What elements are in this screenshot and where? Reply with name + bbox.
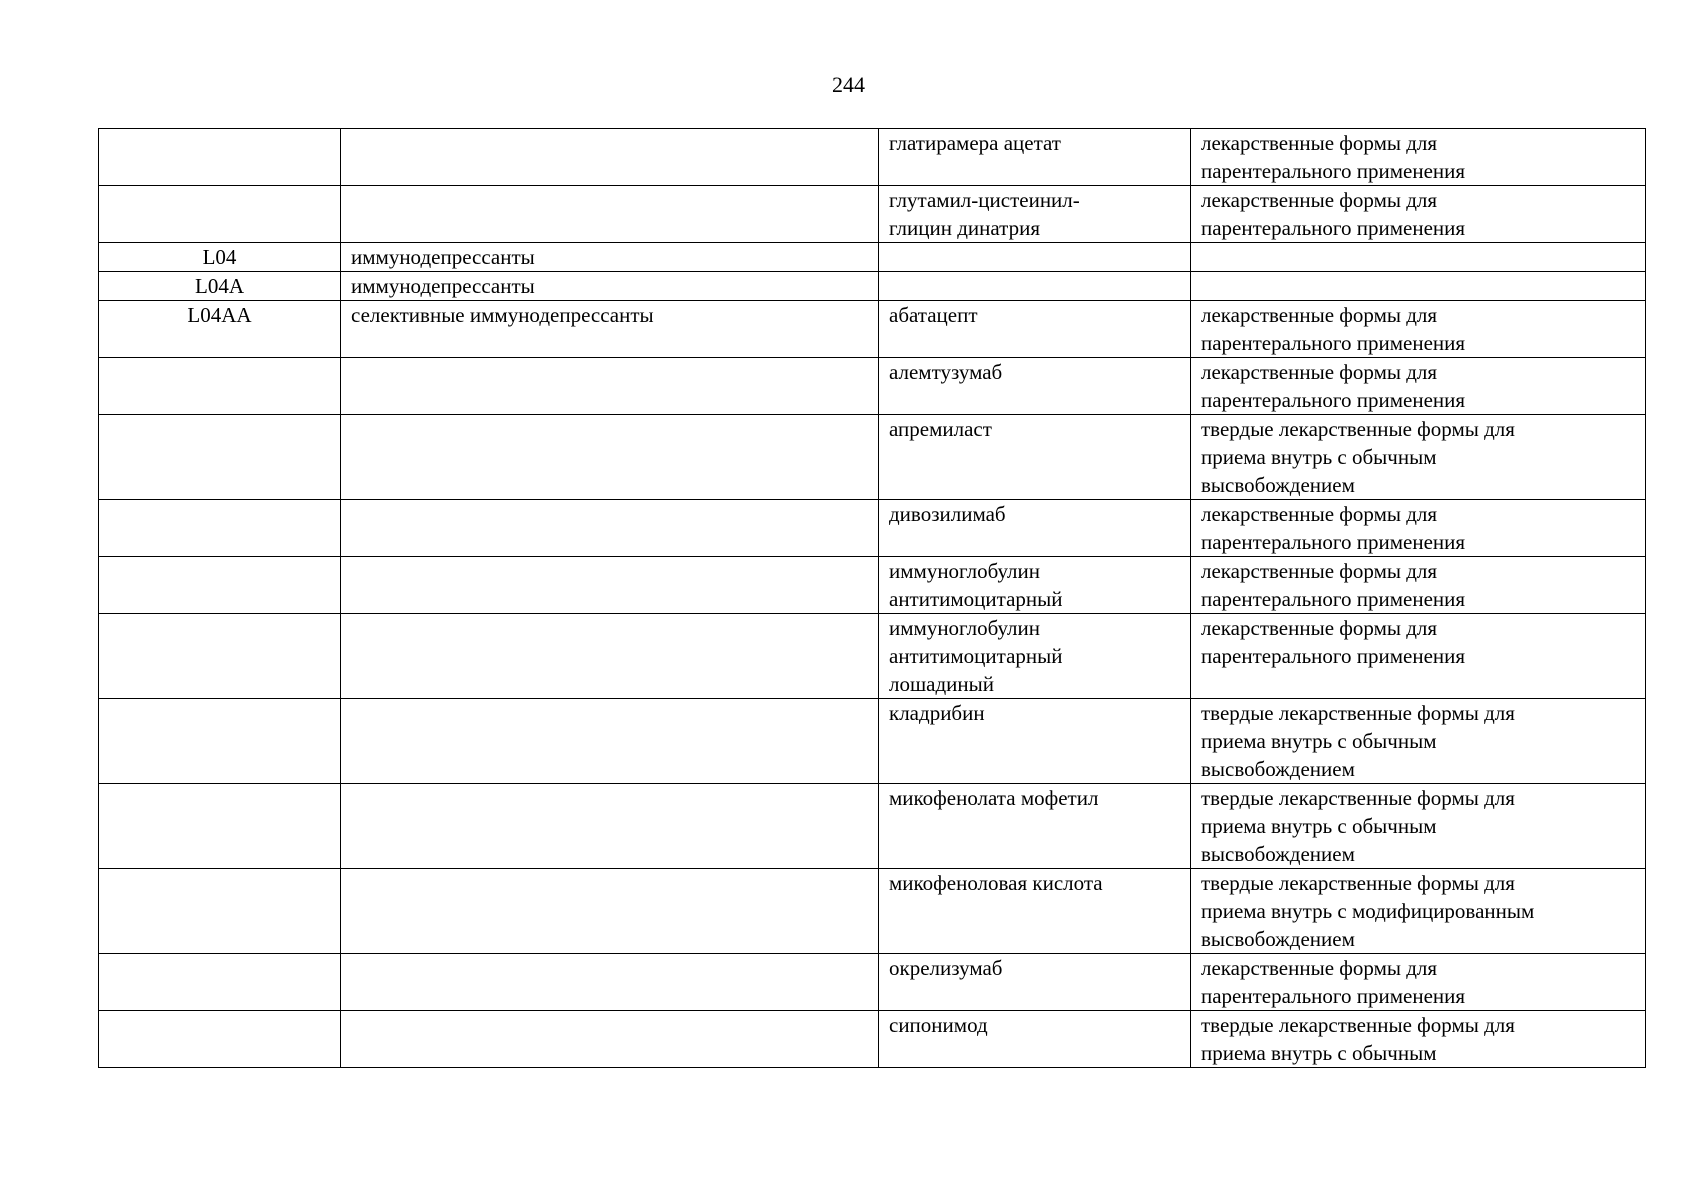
group-cell [341,784,879,869]
atc-code-cell [99,869,341,954]
group-cell [341,272,879,301]
atc-code-cell [99,954,341,1011]
group-name: селективные иммунодепрессанты [351,303,654,327]
table-row [99,1011,1646,1068]
drug-name: микофенолата мофетил [889,786,1099,810]
drug-name: абатацепт [889,303,978,327]
form-cell [1191,557,1646,614]
group-cell [341,557,879,614]
drug-cell [879,1011,1191,1068]
dosage-form: твердые лекарственные формы для приема внутрь с модифицированным высвобождением [1201,871,1535,951]
atc-code-cell [99,614,341,699]
drug-name: алемтузумаб [889,360,1003,384]
drug-name: иммуноглобулин антитимоцитарный лошадиный [889,616,1063,696]
form-cell [1191,186,1646,243]
drug-cell [879,500,1191,557]
drug-name: кладрибин [889,701,985,725]
form-cell [1191,358,1646,415]
atc-code-cell [99,243,341,272]
group-cell [341,358,879,415]
group-name: иммунодепрессанты [351,274,535,298]
group-cell [341,954,879,1011]
dosage-form: лекарственные формы для парентерального применения [1201,956,1466,1008]
dosage-form: лекарственные формы для парентерального применения [1201,616,1466,668]
group-cell [341,415,879,500]
drug-name: сипонимод [889,1013,988,1037]
form-cell [1191,129,1646,186]
drug-name: иммуноглобулин антитимоцитарный [889,559,1063,611]
group-cell [341,1011,879,1068]
atc-code: L04A [195,274,244,298]
atc-code-cell [99,129,341,186]
table-body [99,129,1646,1068]
dosage-form: твердые лекарственные формы для приема внутрь с обычным высвобождением [1201,701,1515,781]
form-cell [1191,500,1646,557]
drug-name: микофеноловая кислота [889,871,1103,895]
form-cell [1191,869,1646,954]
dosage-form: твердые лекарственные формы для приема внутрь с обычным [1201,1013,1515,1065]
atc-code-cell [99,186,341,243]
atc-code-cell [99,557,341,614]
group-cell [341,500,879,557]
drug-cell [879,186,1191,243]
atc-code-cell [99,272,341,301]
table-row [99,557,1646,614]
table-row [99,358,1646,415]
table-row [99,415,1646,500]
drug-name: апремиласт [889,417,992,441]
table-row [99,614,1646,699]
group-cell [341,243,879,272]
atc-code: L04AA [187,303,252,327]
dosage-form: лекарственные формы для парентерального применения [1201,131,1466,183]
atc-code-cell [99,415,341,500]
drug-cell [879,272,1191,301]
table-row [99,129,1646,186]
atc-code-cell [99,500,341,557]
table-row [99,699,1646,784]
form-cell [1191,784,1646,869]
form-cell [1191,699,1646,784]
form-cell [1191,243,1646,272]
group-cell [341,614,879,699]
table-row [99,500,1646,557]
drug-cell [879,869,1191,954]
drug-cell [879,784,1191,869]
group-cell [341,129,879,186]
table-row [99,954,1646,1011]
dosage-form: лекарственные формы для парентерального применения [1201,559,1466,611]
table-row [99,869,1646,954]
dosage-form: лекарственные формы для парентерального применения [1201,502,1466,554]
group-cell [341,186,879,243]
dosage-form: лекарственные формы для парентерального применения [1201,360,1466,412]
dosage-form: твердые лекарственные формы для приема внутрь с обычным высвобождением [1201,786,1515,866]
form-cell [1191,1011,1646,1068]
drug-cell [879,614,1191,699]
drug-name: окрелизумаб [889,956,1003,980]
dosage-form: лекарственные формы для парентерального применения [1201,303,1466,355]
group-name: иммунодепрессанты [351,245,535,269]
atc-code-cell [99,784,341,869]
table-row [99,272,1646,301]
drug-cell [879,954,1191,1011]
table-row [99,784,1646,869]
dosage-form: твердые лекарственные формы для приема внутрь с обычным высвобождением [1201,417,1515,497]
group-cell [341,699,879,784]
drug-cell [879,301,1191,358]
drug-name: дивозилимаб [889,502,1006,526]
drug-cell [879,699,1191,784]
drug-cell [879,415,1191,500]
table-row [99,186,1646,243]
atc-code-cell [99,1011,341,1068]
dosage-form: лекарственные формы для парентерального применения [1201,188,1466,240]
atc-code-cell [99,358,341,415]
form-cell [1191,301,1646,358]
form-cell [1191,614,1646,699]
drug-cell [879,358,1191,415]
drug-cell [879,557,1191,614]
drug-name: глутамил-цистеинил- глицин динатрия [889,188,1080,240]
page-number: 244 [832,72,865,97]
drug-name: глатирамера ацетат [889,131,1061,155]
drug-cell [879,129,1191,186]
form-cell [1191,272,1646,301]
atc-code-cell [99,699,341,784]
atc-code: L04 [202,245,237,269]
group-cell [341,301,879,358]
table-row [99,243,1646,272]
table-row [99,301,1646,358]
group-cell [341,869,879,954]
form-cell [1191,415,1646,500]
form-cell [1191,954,1646,1011]
drug-cell [879,243,1191,272]
atc-code-cell [99,301,341,358]
drug-table [98,128,1646,1068]
